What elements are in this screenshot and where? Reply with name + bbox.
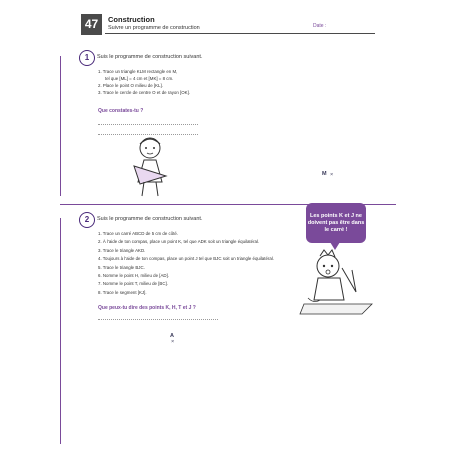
step: 2. À l'aide de ton compas, place un point K, tel que ADK soit un triangle équilatéral.: [98, 239, 260, 245]
step: 5. Trace le triangle BJC.: [98, 264, 145, 270]
page-title: Construction: [108, 15, 155, 24]
exercise2-margin-line: [60, 218, 61, 444]
answer-line[interactable]: [98, 319, 218, 320]
girl-with-setsquare-illustration: [126, 132, 176, 198]
date-label: Date :: [313, 23, 327, 29]
point-marker: ×: [171, 339, 175, 345]
lesson-number-badge: 47: [81, 14, 102, 35]
exercise2-question: Que peux-tu dire des points K, H, T et J ?: [98, 305, 196, 311]
step: 7. Nomme le point T, milieu de [BC].: [98, 281, 168, 287]
worksheet-page: [60, 8, 396, 444]
page-header: [81, 14, 399, 36]
step: 6. Nomme le point H, milieu de [AD].: [98, 273, 170, 279]
point-m-label: M: [322, 171, 327, 177]
step: 3. Trace le triangle AKD.: [98, 247, 146, 253]
page-subtitle: Suivre un programme de construction: [108, 25, 200, 31]
step: 1. Trace un triangle KLM rectangle en M,: [98, 69, 178, 74]
speech-bubble-text: Les points K et J ne doivent pas être dans le carré !: [307, 212, 365, 233]
header-rule: [105, 33, 375, 34]
speech-bubble: [306, 203, 366, 243]
boy-with-compass-illustration: [298, 248, 380, 320]
exercise1-margin-line: [60, 56, 61, 196]
exercise2-instruction: Suis le programme de construction suivant.: [97, 216, 203, 222]
exercise2-steps: [98, 230, 274, 297]
step: 8. Trace le segment [KJ].: [98, 289, 147, 295]
step: 4. Toujours à l'aide de ton compas, place un point J tel que BJC soit un triangle équilatéral.: [98, 256, 275, 262]
exercise1-question: Que constates-tu ?: [98, 108, 144, 114]
exercise1-instruction: Suis le programme de construction suivant.: [97, 54, 203, 60]
exercise1-steps: [98, 68, 190, 96]
exercise1-number: 1: [79, 50, 95, 66]
point-a-label: A: [170, 333, 174, 339]
point-marker: ×: [330, 172, 334, 178]
answer-line[interactable]: [98, 124, 198, 125]
exercise2-number: 2: [79, 212, 95, 228]
step: 2. Place le point O milieu de [KL].: [98, 83, 163, 88]
step: 3. Trace le cercle de centre O et de rayon [OK].: [98, 90, 191, 95]
step: 1. Trace un carré ABCD de 5 cm de côté.: [98, 231, 179, 236]
step: tel que [ML] = 4 cm et [MK] = 8 cm.: [105, 76, 174, 81]
